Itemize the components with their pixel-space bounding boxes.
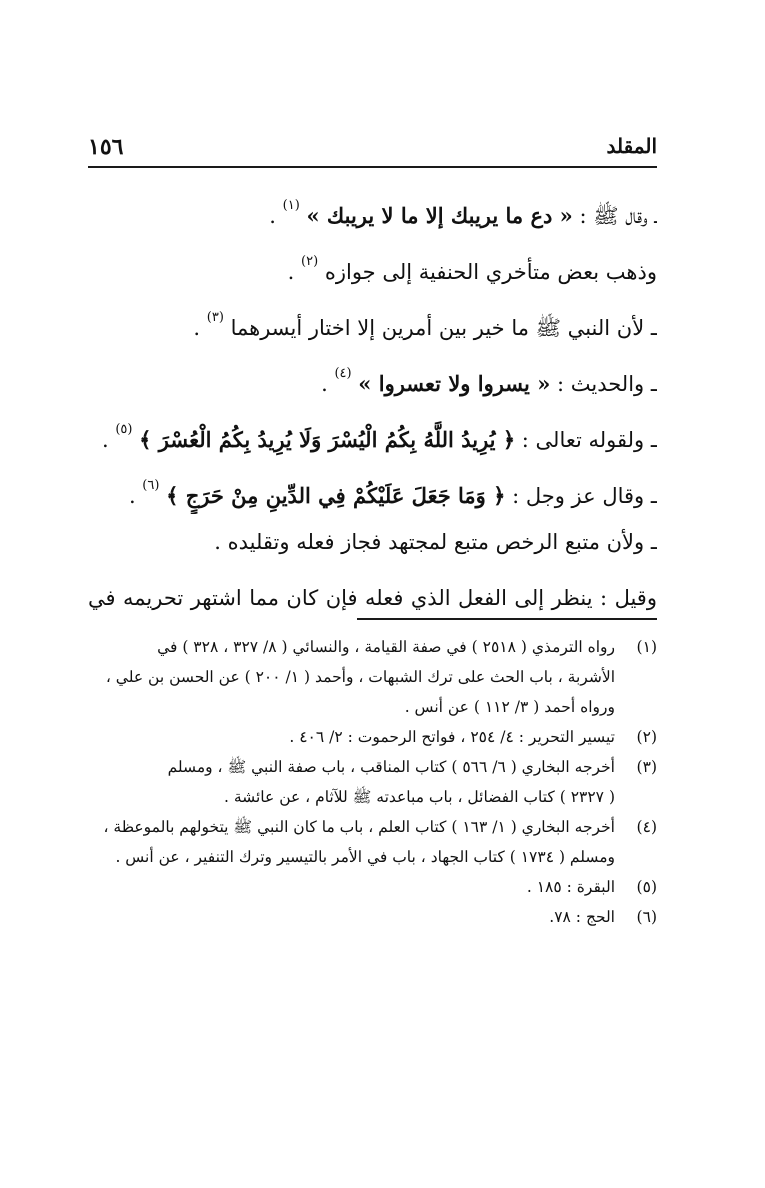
footnote-number: (٥) xyxy=(636,878,657,896)
footnote-number: (١) xyxy=(636,638,657,656)
footnote-ref: (٢) xyxy=(301,254,319,269)
footnote-line: ومسلم ( ١٧٣٤ ) كتاب الجهاد ، باب في الأمر بالتيسير وترك التنفير ، عن أنس . xyxy=(115,848,615,866)
hadith-quote: « يسروا ولا تعسروا » xyxy=(358,371,551,396)
text-line: وقيل : ينظر إلى الفعل الذي فعله فإن كان مما اشتهر تحريمه في xyxy=(88,586,657,610)
page-number: ١٥٦ xyxy=(88,134,124,160)
footnote xyxy=(88,722,657,752)
text-line: ـ وقال ﷺ : « دع ما يريبك إلا ما لا يريبك » $^{(١)}$ . xyxy=(269,198,657,228)
page-header xyxy=(88,134,657,168)
text-line: ـ ولأن متبع الرخص متبع لمجتهد فجاز فعله وتقليده . xyxy=(214,530,657,554)
footnote-line: أخرجه البخاري ( ٦/ ٥٦٦ ) كتاب المناقب ، باب صفة النبي ﷺ ، ومسلم xyxy=(167,758,615,776)
footnote-line: أخرجه البخاري ( ١/ ١٦٣ ) كتاب العلم ، باب ما كان النبي ﷺ يتخولهم بالموعظة ، xyxy=(103,818,615,836)
footnote-number: (٢) xyxy=(636,728,657,746)
footnote-line: رواه الترمذي ( ٢٥١٨ ) في صفة القيامة ، والنسائي ( ٨/ ٣٢٧ ، ٣٢٨ ) في xyxy=(157,638,615,656)
footnote-ref: (٤) xyxy=(334,366,352,381)
footnote xyxy=(88,812,657,872)
text-line: ـ وقال عز وجل : ﴿ وَمَا جَعَلَ عَلَيْكُمْ فِي الدِّينِ مِنْ حَرَجٍ ﴾ $^{(٦)}$ . xyxy=(128,478,657,508)
text-line: ـ والحديث : « يسروا ولا تعسروا » $^{(٤)}$ . xyxy=(321,366,657,396)
footnote-ref: (٦) xyxy=(142,478,160,493)
footnotes xyxy=(88,632,657,932)
footnote-number: (٦) xyxy=(636,908,657,926)
hadith-quote: « دع ما يريبك إلا ما لا يريبك » xyxy=(306,203,573,228)
footnote-ref: (١) xyxy=(282,198,300,213)
text-line: ـ لأن النبي ﷺ ما خير بين أمرين إلا اختار أيسرهما $^{(٣)}$ . xyxy=(193,310,657,340)
footnote-line: ( ٢٣٢٧ ) كتاب الفضائل ، باب مباعدته ﷺ للآثام ، عن عائشة . xyxy=(224,788,615,806)
footnote-number: (٣) xyxy=(636,758,657,776)
footnote-line: ورواه أحمد ( ٣/ ١١٢ ) عن أنس . xyxy=(404,698,615,716)
footnote xyxy=(88,872,657,902)
footnote-line: تيسير التحرير : ٤/ ٢٥٤ ، فواتح الرحموت : ٢/ ٤٠٦ . xyxy=(289,728,615,746)
main-text xyxy=(88,178,657,626)
text-line: ـ ولقوله تعالى : ﴿ يُرِيدُ اللَّهُ بِكُمُ الْيُسْرَ وَلَا يُرِيدُ بِكُمُ الْعُسْرَ ﴾ $^{(٥)}$ . xyxy=(101,422,657,452)
footnote-line: الأشربة ، باب الحث على ترك الشبهات ، وأحمد ( ١/ ٢٠٠ ) عن الحسن بن علي ، xyxy=(105,668,615,686)
footnote-number: (٤) xyxy=(636,818,657,836)
quran-verse: ﴿ يُرِيدُ اللَّهُ بِكُمُ الْيُسْرَ وَلَا يُرِيدُ بِكُمُ الْعُسْرَ ﴾ xyxy=(139,427,516,452)
footnote xyxy=(88,632,657,722)
text-line: وذهب بعض متأخري الحنفية إلى جوازه $^{(٢)}$ . xyxy=(287,254,657,284)
footnote-divider xyxy=(357,618,657,620)
footnote-line: البقرة : ١٨٥ . xyxy=(526,878,615,896)
footnote-line: الحج : ٧٨. xyxy=(549,908,615,926)
running-title: المقلد xyxy=(606,134,657,158)
quran-verse: ﴿ وَمَا جَعَلَ عَلَيْكُمْ فِي الدِّينِ مِنْ حَرَجٍ ﴾ xyxy=(166,483,506,508)
footnote-ref: (٥) xyxy=(115,422,133,437)
footnote-ref: (٣) xyxy=(206,310,224,325)
footnote xyxy=(88,752,657,812)
footnote xyxy=(88,902,657,932)
